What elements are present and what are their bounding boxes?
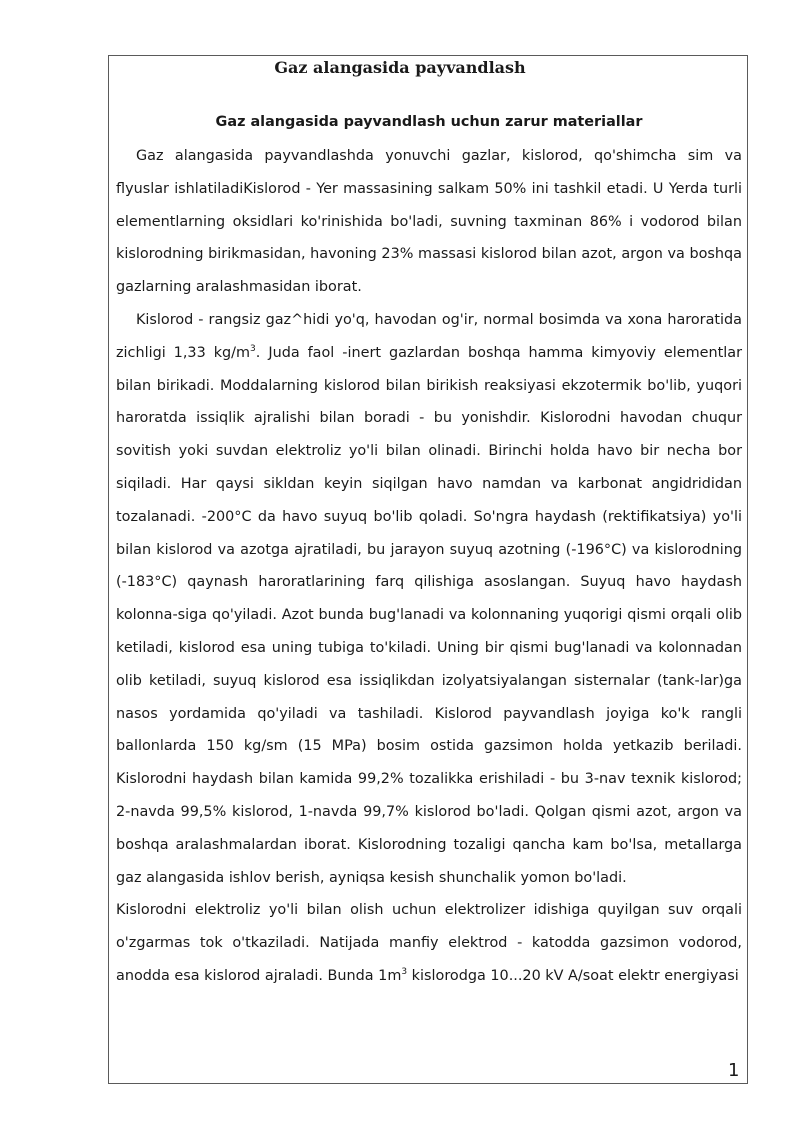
paragraph-1: Gaz alangasida payvandlashda yonuvchi gazlar, kislorod, qo'shimcha sim va flyuslar ishlatiladiKislorod - Yer massasining salkam 50% ini tashkil etadi. U Yerda turli elementlarning oksidlari ko'rinishida bo'ladi, suvning taxminan 86% i vodorod bilan kislorodning birikmasidan, havoning 23% massasi kislorod bilan azot, argon va boshqa gazlarning aralashmasidan iborat. <box>116 148 742 296</box>
paragraph-2-text-b: . Juda faol -inert gazlardan boshqa hamma kimyoviy elementlar bilan birikadi. Moddalarning kislorod bilan birikish reaksiyasi ekzotermik bo'lib, yuqori haroratda issiqlik ajralishi bilan boradi - bu yonishdir. Kislorodni havodan chuqur sovitish yoki suvdan elektroliz yo'li bilan olinadi. Birinchi holda havo bir necha bor siqiladi. Har qaysi sikldan keyin siqilgan havo namdan va karbonat angidrididan tozalanadi. -200°C da havo suyuq bo'lib qoladi. So'ngra haydash (rektifikatsiya) yo'li bilan kislorod va azotga ajratiladi, bu jarayon suyuq azotning (-196°C) va kislorodning (-183°C) qaynash haroratlarining farq qilishiga asoslangan. Suyuq havo haydash kolonna-siga qo'yiladi. Azot bunda bug'lanadi va kolonnaning yuqorigi qismi orqali olib ketiladi, kislorod esa uning tubiga to'kiladi. Uning bir qismi bug'lanadi va kolonnadan olib ketiladi, suyuq kislorod esa issiqlikdan izolyatsiyalangan sisternalar (tank-lar)ga nasos yordamida qo'yiladi va tashiladi. Kislorod payvandlash joyiga ko'k rangli ballonlarda 150 kg/sm (15 MPa) bosim ostida gazsimon holda yetkazib beriladi. Kislorodni haydash bilan kamida 99,2% tozalikka erishiladi - bu 3-nav texnik kislorod; 2-navda 99,5% kislorod, 1-navda 99,7% kislorod bo'ladi. Qolgan qismi azot, argon va boshqa aralashmalardan iborat. Kislorodning tozaligi qancha kam bo'lsa, metallarga gaz alangasida ishlov berish, ayniqsa kesish shunchalik yomon bo'ladi. <box>116 344 742 886</box>
paragraph-3 <box>116 894 742 992</box>
superscript-cubic: 3 <box>401 967 408 978</box>
page-number: 1 <box>728 1060 740 1081</box>
paragraph-2 <box>116 304 742 894</box>
document-title: Gaz alangasida payvandlash <box>274 58 526 77</box>
paragraph-3-text-b: kislorodga 10...20 kV A/soat elektr energiyasi <box>407 967 739 984</box>
paragraph-3-text-a: Kislorodni elektroliz yo'li bilan olish uchun elektrolizer idishiga quyilgan suv orqali o'zgarmas tok o'tkaziladi. Natijada manfiy elektrod - katodda gazsimon vodorod, anodda esa kislorod ajraladi. Bunda 1m <box>116 902 742 984</box>
superscript-cubic: 3 <box>250 343 256 354</box>
paragraph-2-text-a: Kislorod - rangsiz gaz^hidi yo'q, havodan og'ir, normal bosimda va xona haroratida zichligi 1,33 kg/m <box>116 311 742 361</box>
document-body <box>116 140 742 993</box>
section-heading: Gaz alangasida payvandlash uchun zarur materiallar <box>215 114 643 130</box>
